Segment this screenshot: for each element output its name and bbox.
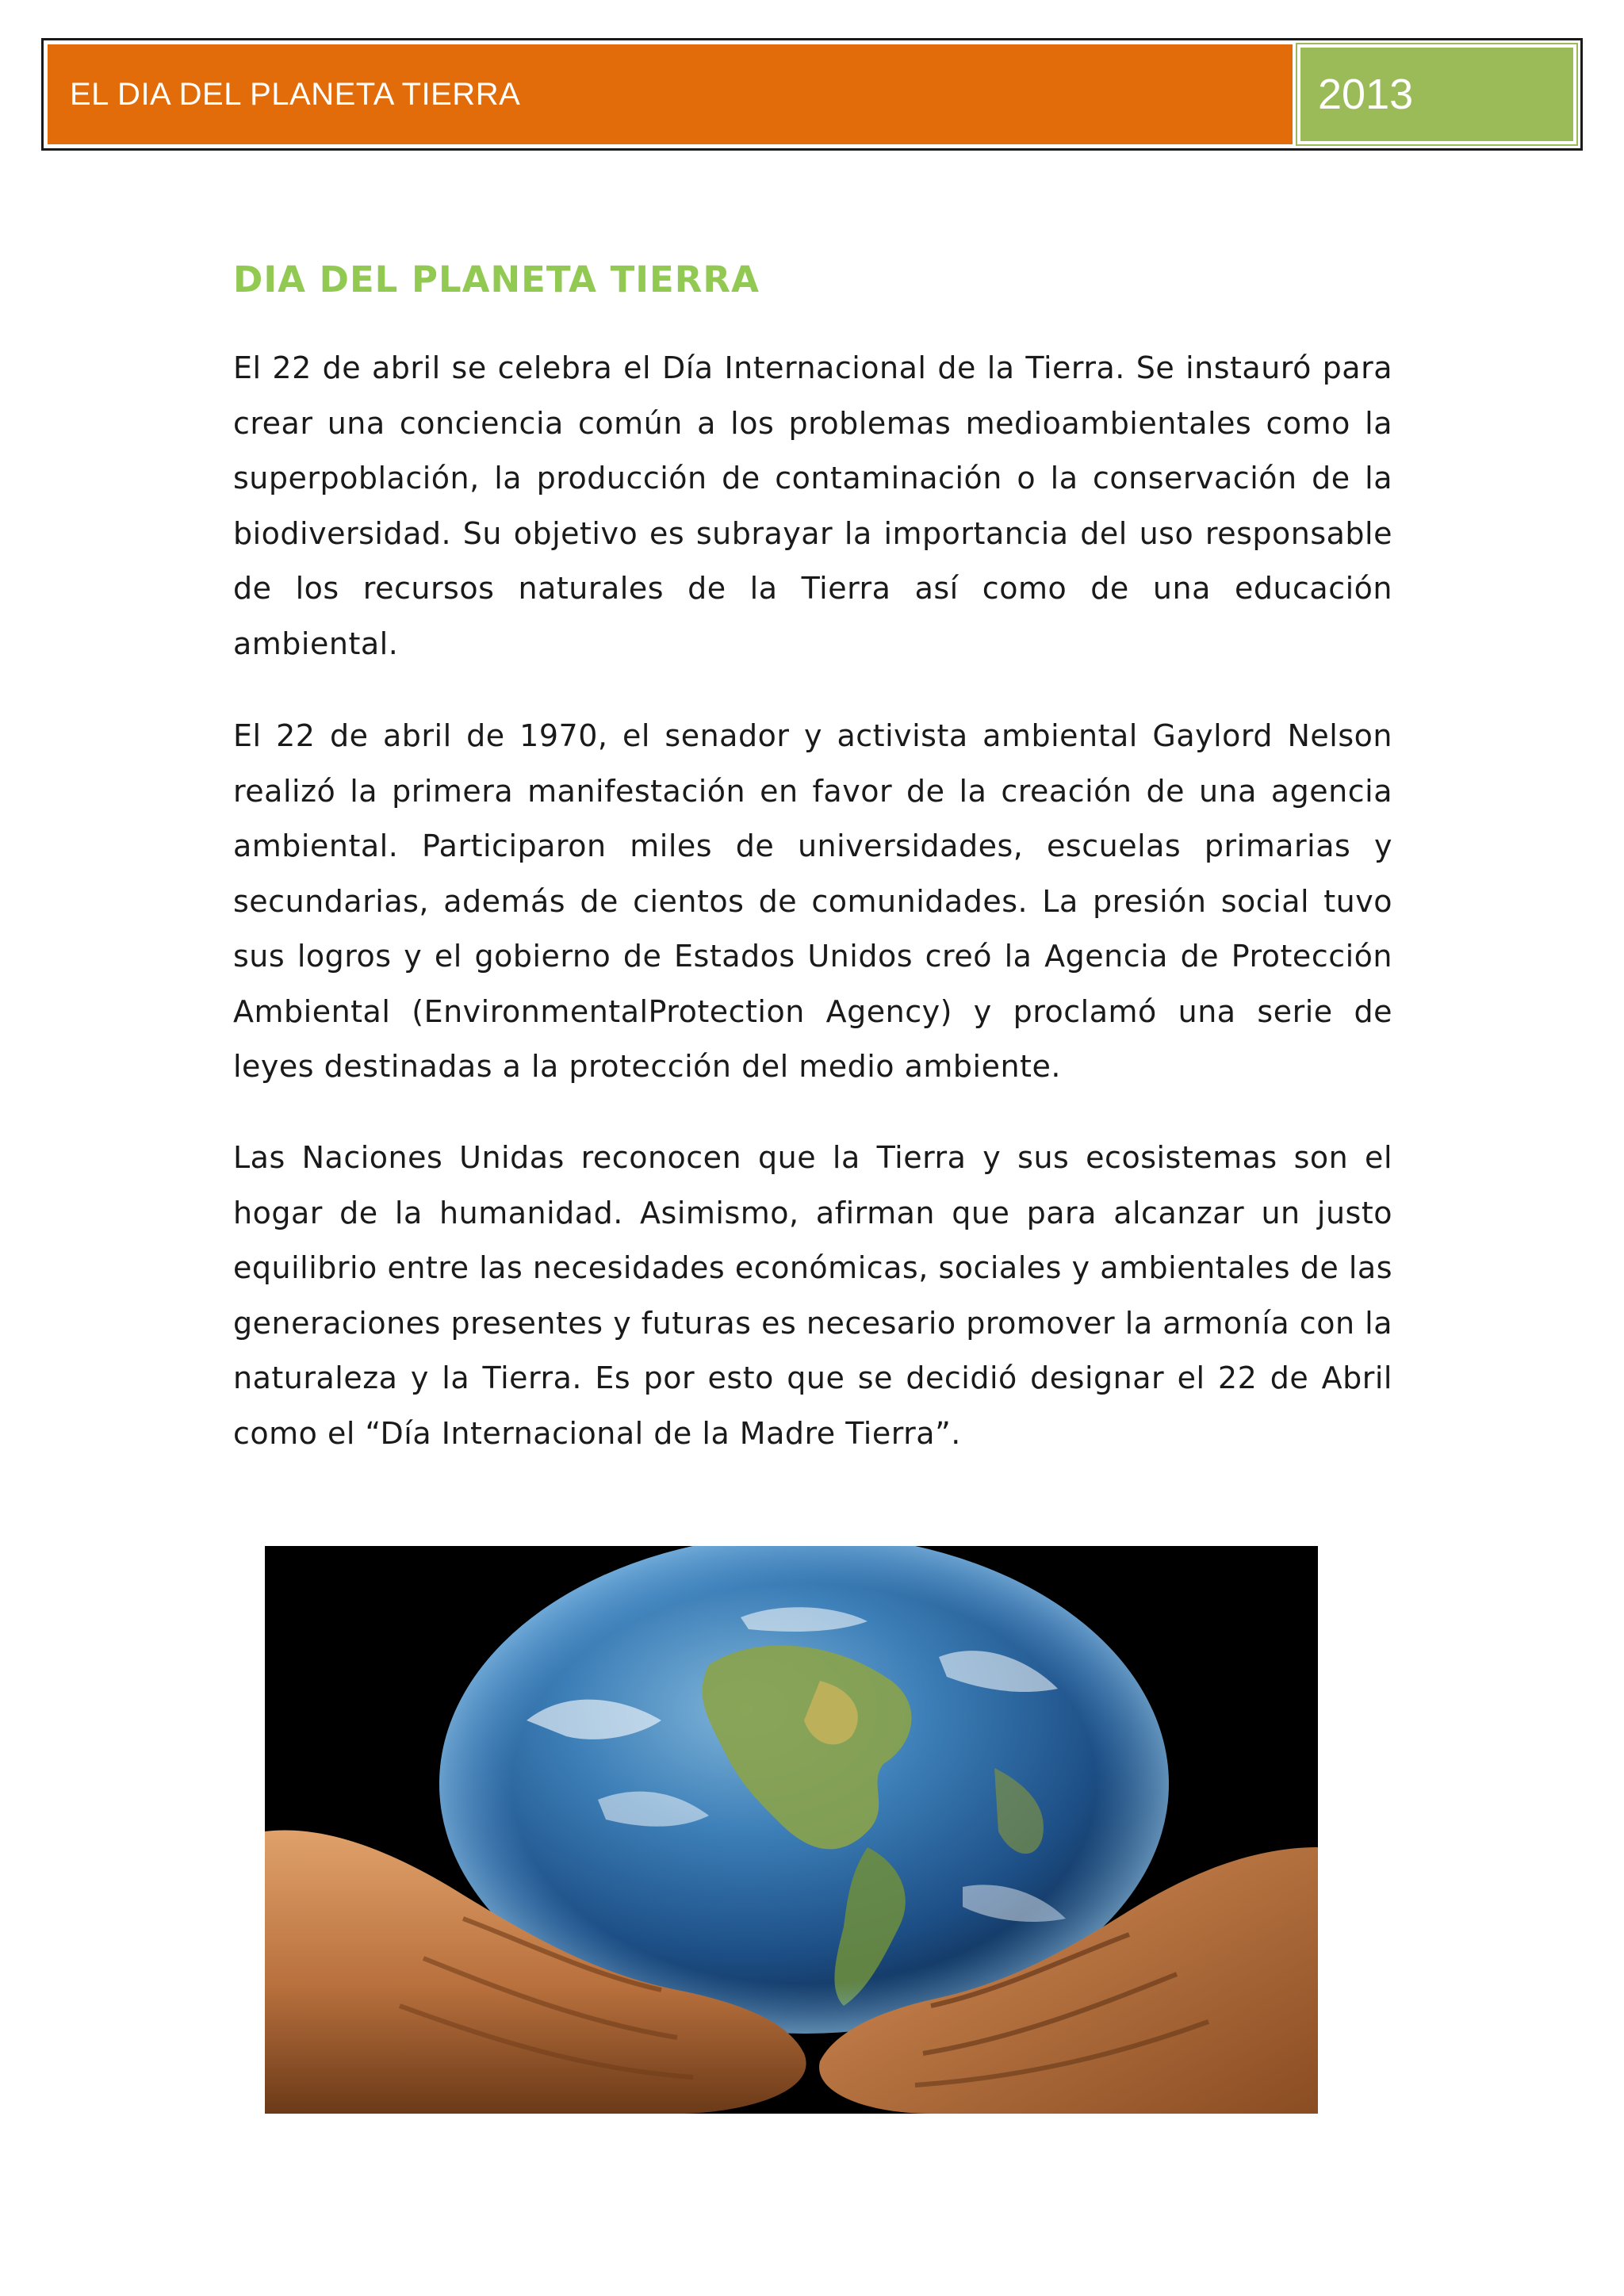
header-year: 2013 [1318,71,1414,118]
header-title-bar [48,44,1293,144]
header-title: EL DIA DEL PLANETA TIERRA [70,76,521,112]
header-year-box [1297,44,1576,144]
hands-holding-earth-image [265,1546,1318,2114]
paragraph-1: El 22 de abril se celebra el Día Internacional de la Tierra. Se instauró para crear una conciencia común a los problemas medioambientales como la superpoblación, la producción de contaminación o la conservación de la biodiversidad. Su objetivo es subrayar la importancia del uso responsable de los recursos naturales de la Tierra así como de una educación ambiental. [233,350,1392,661]
earth-illustration [265,1546,1318,2114]
document-heading: DIA DEL PLANETA TIERRA [233,258,760,300]
paragraph-3: Las Naciones Unidas reconocen que la Tierra y sus ecosistemas son el hogar de la humanidad. Asimismo, afirman que para alcanzar un justo equilibrio entre las necesidades económicas, sociales y ambientales de las generaciones presentes y futuras es necesario promover la armonía con la naturaleza y la Tierra. Es por esto que se decidió designar el 22 de Abril como el “Día Internacional de la Madre Tierra”. [233,1140,1392,1451]
paragraph-2: El 22 de abril de 1970, el senador y activista ambiental Gaylord Nelson realizó la primera manifestación en favor de la creación de una agencia ambiental. Participaron miles de universidades, escuelas primarias y secundarias, además de cientos de comunidades. La presión social tuvo sus logros y el gobierno de Estados Unidos creó la Agencia de Protección Ambiental (EnvironmentalProtection Agency) y proclamó una serie de leyes destinadas a la protección del medio ambiente. [233,718,1392,1084]
